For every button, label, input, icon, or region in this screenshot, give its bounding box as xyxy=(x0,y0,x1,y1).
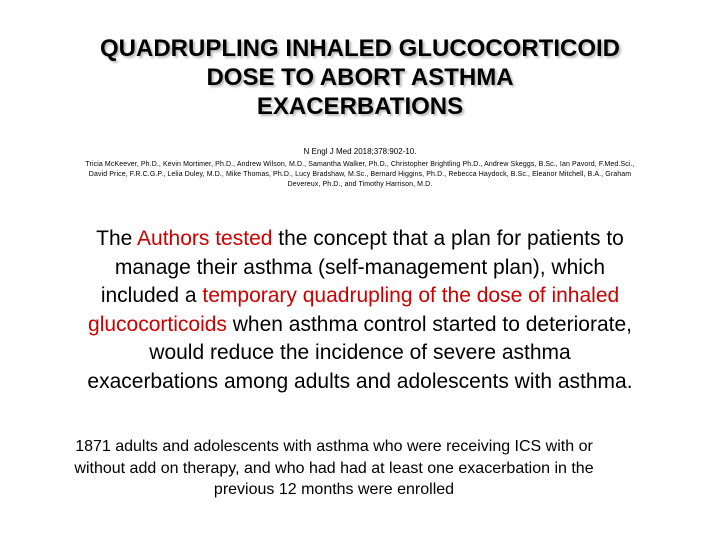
author-line-2: David Price, F.R.C.G.P., Lelia Duley, M.D., Mike Thomas, Ph.D., Lucy Bradshaw, M.Sc., Bernard Higgins, Ph.D., Rebecca Haydock, B.Sc., Eleanor Mitchell, B.A., Graham xyxy=(88,171,632,178)
author-list xyxy=(30,160,690,190)
summary-text: The xyxy=(96,227,138,250)
summary-line-2: manage their asthma (self-management plan), which xyxy=(114,255,606,279)
summary-line-3 xyxy=(22,282,698,311)
enrollment-line-3: previous 12 months were enrolled xyxy=(213,481,455,498)
summary-text: when asthma control started to deteriorate, xyxy=(226,312,632,336)
summary-text: included a xyxy=(100,284,203,307)
journal-citation: N Engl J Med 2018;378:902-10. xyxy=(303,147,417,156)
title-line-3: EXACERBATIONS xyxy=(256,93,464,120)
summary-highlight: temporary quadrupling of the dose of inhaled xyxy=(202,284,620,307)
study-summary xyxy=(22,225,698,396)
enrollment-note xyxy=(22,436,646,501)
author-line-1: Tricia McKeever, Ph.D., Kevin Mortimer, Ph.D., Andrew Wilson, M.D., Samantha Walker, Ph.D., Christopher Brightling Ph.D., Andrew Skeggs, B.Sc., Ian Pavord, F.Med.Sci., xyxy=(85,161,635,168)
title-line-1: QUADRUPLING INHALED GLUCOCORTICOID xyxy=(100,35,620,62)
summary-text: the concept that a plan for patients to xyxy=(272,227,624,250)
summary-line-6: exacerbations among adults and adolescents with asthma. xyxy=(87,369,633,393)
enrollment-line-1: 1871 adults and adolescents with asthma who were receiving ICS with or xyxy=(75,438,593,455)
enrollment-line-2: without add on therapy, and who had had at least one exacerbation in the xyxy=(74,459,594,477)
summary-highlight: Authors tested xyxy=(137,227,273,250)
title-line-2: DOSE TO ABORT ASTHMA xyxy=(206,64,514,91)
summary-line-1 xyxy=(22,225,698,254)
author-line-3: Devereux, Ph.D., and Timothy Harrison, M.D. xyxy=(287,181,433,188)
summary-line-4 xyxy=(22,311,698,340)
summary-line-5: would reduce the incidence of severe asthma xyxy=(149,341,571,364)
slide-title xyxy=(40,34,680,121)
summary-highlight: glucocorticoids xyxy=(88,312,227,336)
